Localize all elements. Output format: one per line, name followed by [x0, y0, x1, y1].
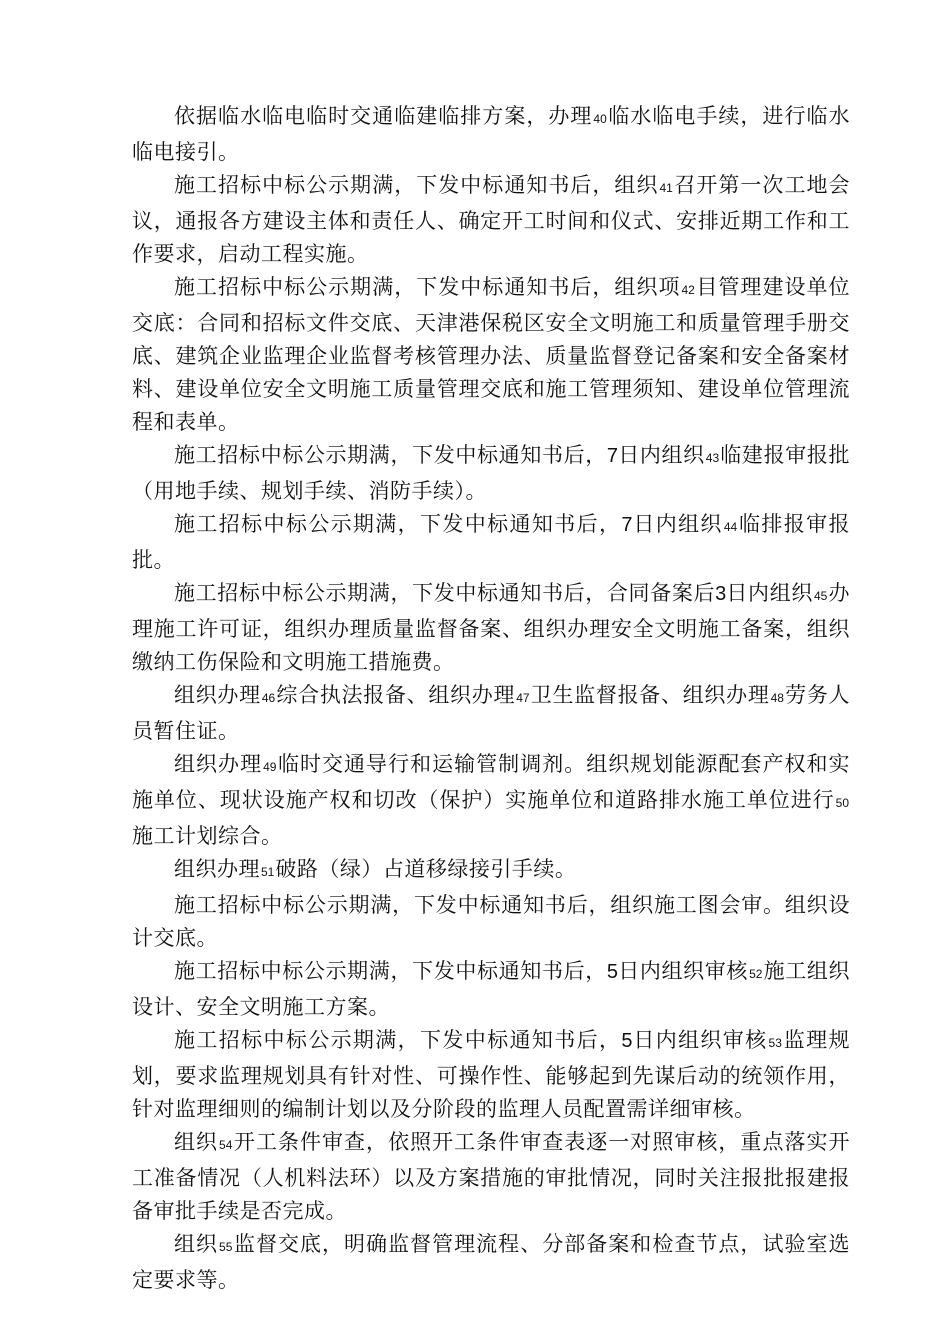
body-paragraph [132, 1024, 850, 1126]
paragraph-text: 开工条件审查，依照开工条件审查表逐一对照审核，重点落实开工准备情况（人机料法环）以及方案措施的审批情况，同时关注报批报建报备审批手续是否完成。 [132, 1130, 851, 1223]
day-count: 5 [621, 1030, 633, 1052]
paragraph-text: 日内组织 [632, 512, 723, 536]
item-number: 54 [219, 1138, 233, 1152]
paragraph-text: 施工招标中标公示期满，下发中标通知书后，组织 [174, 173, 659, 197]
item-number: 49 [263, 760, 277, 774]
paragraph-text: 目管理建设单位交底：合同和招标文件交底、天津港保税区安全文明施工和质量管理手册交底、建筑企业监理企业监督考核管理办法、质量监督登记备案和安全备案材料、建设单位安全文明施工质量管理交底和施工管理须知、建设单位管理流程和表单。 [132, 275, 851, 434]
paragraph-text: 劳务人员暂住证。 [132, 683, 851, 743]
paragraph-text: 施工招标中标公示期满，下发中标通知书后，组织项 [174, 275, 681, 299]
paragraph-text: 临时交通导行和运输管制调剂。组织规划能源配套产权和实施单位、现状设施产权和切改（保护）实施单位和道路排水施工单位进行 [132, 752, 851, 812]
item-number: 46 [261, 691, 276, 705]
paragraph-text: 临建报审报批（用地手续、规划手续、消防手续）。 [132, 443, 851, 503]
paragraph-text: 依据临水临电临时交通临建临排方案，办理 [174, 104, 593, 128]
paragraph-text: 施工招标中标公示期满，下发中标通知书后， [174, 959, 607, 983]
item-number: 50 [835, 796, 849, 810]
body-paragraph [132, 439, 850, 508]
body-paragraph [132, 1228, 850, 1297]
item-number: 44 [723, 520, 738, 534]
body-paragraph [132, 679, 850, 748]
paragraph-text: 施工招标中标公示期满，下发中标通知书后， [174, 512, 622, 536]
paragraph-text: 监理规划，要求监理规划具有针对性、可操作性、能够起到先谋后动的统领作用，针对监理细则的编制计划以及分阶段的监理人员配置需详细审核。 [132, 1028, 851, 1121]
item-number: 41 [659, 181, 673, 195]
paragraph-text: 破路（绿）占道移绿接引手续。 [275, 857, 577, 881]
item-number: 55 [219, 1240, 233, 1254]
paragraph-text: 施工计划综合。 [132, 824, 283, 848]
body-paragraph [132, 1126, 850, 1228]
paragraph-text: 组织办理 [174, 683, 261, 707]
day-count: 7 [621, 514, 633, 536]
item-number: 53 [768, 1036, 782, 1050]
body-paragraph [132, 889, 850, 955]
paragraph-text: 日内组织审核 [618, 959, 749, 983]
item-number: 40 [593, 112, 607, 126]
body-paragraph [132, 955, 850, 1024]
paragraph-text: 临排报审报批。 [132, 512, 851, 572]
body-paragraph [132, 853, 850, 889]
body-paragraph [132, 169, 850, 271]
body-paragraph [132, 508, 850, 577]
paragraph-text: 组织办理 [174, 857, 260, 881]
paragraph-text: 临水临电手续，进行临水临电接引。 [132, 104, 850, 164]
body-paragraph [132, 577, 850, 679]
item-number: 45 [814, 589, 828, 603]
body-paragraph [132, 100, 850, 169]
paragraph-text: 办理施工许可证，组织办理质量监督备案、组织办理安全文明施工备案，组织缴纳工伤保险和文明施工措施费。 [132, 581, 851, 674]
paragraph-text: 日内组织 [618, 443, 705, 467]
paragraph-text: 综合执法报备、组织办理 [276, 683, 516, 707]
item-number: 42 [681, 283, 695, 297]
document-body [132, 100, 850, 1297]
paragraph-text: 召开第一次工地会议，通报各方建设主体和责任人、确定开工时间和仪式、安排近期工作和工作要求，启动工程实施。 [132, 173, 850, 266]
day-count: 5 [606, 961, 619, 983]
item-number: 43 [705, 451, 720, 465]
paragraph-text: 施工招标中标公示期满，下发中标通知书后，组织施工图会审。组织设计交底。 [132, 893, 850, 950]
paragraph-text: 施工招标中标公示期满，下发中标通知书后， [174, 443, 607, 467]
day-count: 3 [715, 583, 727, 605]
item-number: 51 [261, 865, 275, 879]
paragraph-text: 组织 [174, 1232, 219, 1256]
paragraph-text: 监督交底，明确监督管理流程、分部备案和检查节点，试验室选定要求等。 [132, 1232, 851, 1292]
item-number: 52 [749, 967, 763, 981]
paragraph-text: 组织办理 [174, 752, 263, 776]
paragraph-text: 施工招标中标公示期满，下发中标通知书后， [174, 1028, 622, 1052]
paragraph-text: 施工组织设计、安全文明施工方案。 [132, 959, 851, 1019]
paragraph-text: 卫生监督报备、组织办理 [530, 683, 770, 707]
paragraph-text: 日内组织 [726, 581, 813, 605]
body-paragraph [132, 748, 850, 853]
paragraph-text: 组织 [174, 1130, 219, 1154]
paragraph-text: 日内组织审核 [632, 1028, 768, 1052]
body-paragraph [132, 271, 850, 439]
day-count: 7 [606, 445, 619, 467]
item-number: 47 [516, 691, 530, 705]
item-number: 48 [770, 691, 784, 705]
paragraph-text: 施工招标中标公示期满，下发中标通知书后，合同备案后 [174, 581, 716, 605]
